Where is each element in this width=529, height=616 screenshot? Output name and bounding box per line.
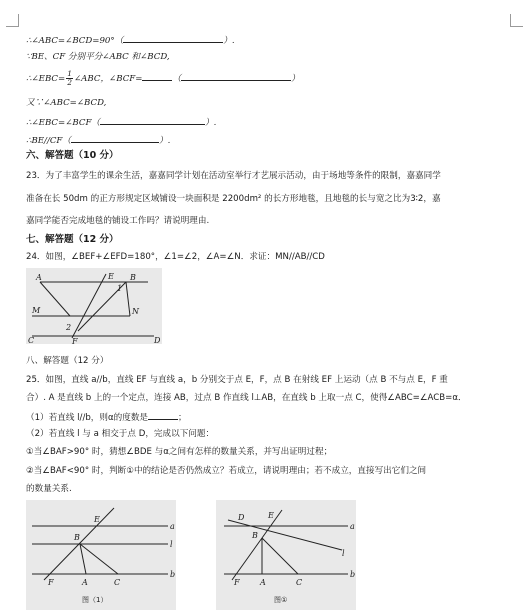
label-a-point: A	[82, 578, 88, 587]
question-25-line-3: （1）若直线 l//b，则α的度数是 ；	[26, 410, 511, 424]
segment-am	[40, 282, 70, 316]
label-b: B	[252, 531, 258, 540]
crop-mark-top-left	[6, 14, 19, 27]
question-24: 24．如图，∠BEF+∠EFD=180°，∠1=∠2，∠A=∠N．求证：MN//AB//CD	[26, 252, 325, 262]
label-l: l	[342, 549, 345, 558]
label-e: E	[94, 515, 100, 524]
figure-question-25-1	[26, 500, 176, 610]
question-25-line-7: 的数量关系.	[26, 484, 72, 494]
segment-bn	[126, 282, 130, 316]
answer-blank[interactable]	[71, 133, 159, 143]
label-c: C	[296, 578, 303, 587]
label-angle-1: 1	[117, 284, 123, 293]
label-l: l	[170, 540, 173, 549]
question-23-line-2: 准备在长 50dm 的正方形规定区域铺设一块面积是 2200dm² 的长方形地毯，且地毯的长与宽之比为3∶2，嘉	[26, 194, 441, 204]
geometry-figure-25-1	[26, 500, 176, 610]
label-m: M	[32, 306, 41, 315]
figure-question-25-2	[216, 500, 356, 610]
question-25-line-5: ①当∠BAF>90° 时，猜想∠BDE 与α之间有怎样的数量关系，并写出证明过程；	[26, 447, 333, 457]
answer-blank[interactable]	[148, 410, 178, 420]
geometry-figure-25-2	[216, 500, 356, 610]
section-8-heading: 八、解答题（12 分）	[26, 356, 109, 366]
proof-line-1: ∴∠ABC=∠BCD=90°（ ）.	[26, 33, 511, 47]
question-25-line-4: （2）若直线 l 与 a 相交于点 D，完成以下问题：	[26, 429, 215, 439]
question-23-line-1: 23．为了丰富学生的课余生活，嘉嘉同学计划在活动室举行才艺展示活动，由于场地等条件的限制，嘉嘉同学	[26, 171, 441, 181]
label-angle-2: 2	[66, 323, 72, 332]
label-d: D	[238, 513, 245, 522]
figure-question-24	[26, 268, 162, 344]
label-n: N	[132, 307, 139, 316]
crop-mark-top-right	[510, 14, 523, 27]
line-ef	[72, 274, 106, 338]
answer-blank[interactable]	[181, 71, 291, 81]
question-25-line-1: 25．如图，直线 a//b，直线 EF 与直线 a，b 分别交于点 E，F，点 B 在射线 EF 上运动（点 B 不与点 E，F 重	[26, 375, 448, 385]
proof-line-4: 又∵∠ABC=∠BCD,	[26, 98, 107, 108]
label-a: A	[36, 273, 42, 282]
label-b: B	[74, 533, 80, 542]
question-25-line-2: 合）. A 是直线 b 上的一个定点，连接 AB，过点 B 作直线 l⊥AB，在直线 b 上取一点 C，使得∠ABC=∠ACB=α．	[26, 393, 467, 403]
segment-bc	[80, 544, 118, 574]
section-6-heading: 六、解答题（10 分）	[26, 150, 119, 161]
label-f: F	[72, 337, 78, 344]
line-l	[228, 520, 342, 550]
label-e: E	[268, 511, 274, 520]
answer-blank[interactable]	[142, 71, 172, 81]
proof-line-5: ∴∠EBC=∠BCF（ ）.	[26, 115, 511, 129]
proof-line-3: ∴∠EBC= $\frac{1}{2}$ ∠ABC，∠BCF= （ ）	[26, 69, 300, 87]
label-e: E	[108, 272, 114, 281]
label-a: a	[350, 522, 355, 531]
label-f: F	[234, 578, 240, 587]
geometry-figure-24	[26, 268, 162, 344]
figure-caption: 图①	[274, 596, 288, 604]
question-23-line-3: 嘉同学能否完成地毯的铺设工作吗？请说明理由.	[26, 216, 210, 226]
section-7-heading: 七、解答题（12 分）	[26, 234, 119, 245]
fraction-one-half: $\frac{1}{2}$	[67, 69, 72, 87]
question-25-line-6: ②当∠BAF<90° 时，判断①中的结论是否仍然成立？若成立，请说明理由；若不成立，直接写出它们之间	[26, 466, 427, 476]
label-b-line: b	[170, 570, 176, 579]
segment-bc	[262, 538, 298, 574]
label-f: F	[48, 578, 54, 587]
label-a: a	[170, 522, 175, 531]
label-d: D	[154, 336, 161, 344]
label-c: C	[28, 336, 35, 344]
label-b: B	[130, 273, 136, 282]
answer-blank[interactable]	[123, 33, 223, 43]
label-b-line: b	[350, 570, 356, 579]
figure-caption: 图（1）	[82, 596, 108, 604]
label-c: C	[114, 578, 121, 587]
proof-line-2: ∵BE、CF 分别平分∠ABC 和∠BCD,	[26, 52, 170, 62]
label-a-point: A	[260, 578, 266, 587]
answer-blank[interactable]	[100, 115, 205, 125]
proof-line-6: ∴BE//CF（ ）.	[26, 133, 511, 147]
